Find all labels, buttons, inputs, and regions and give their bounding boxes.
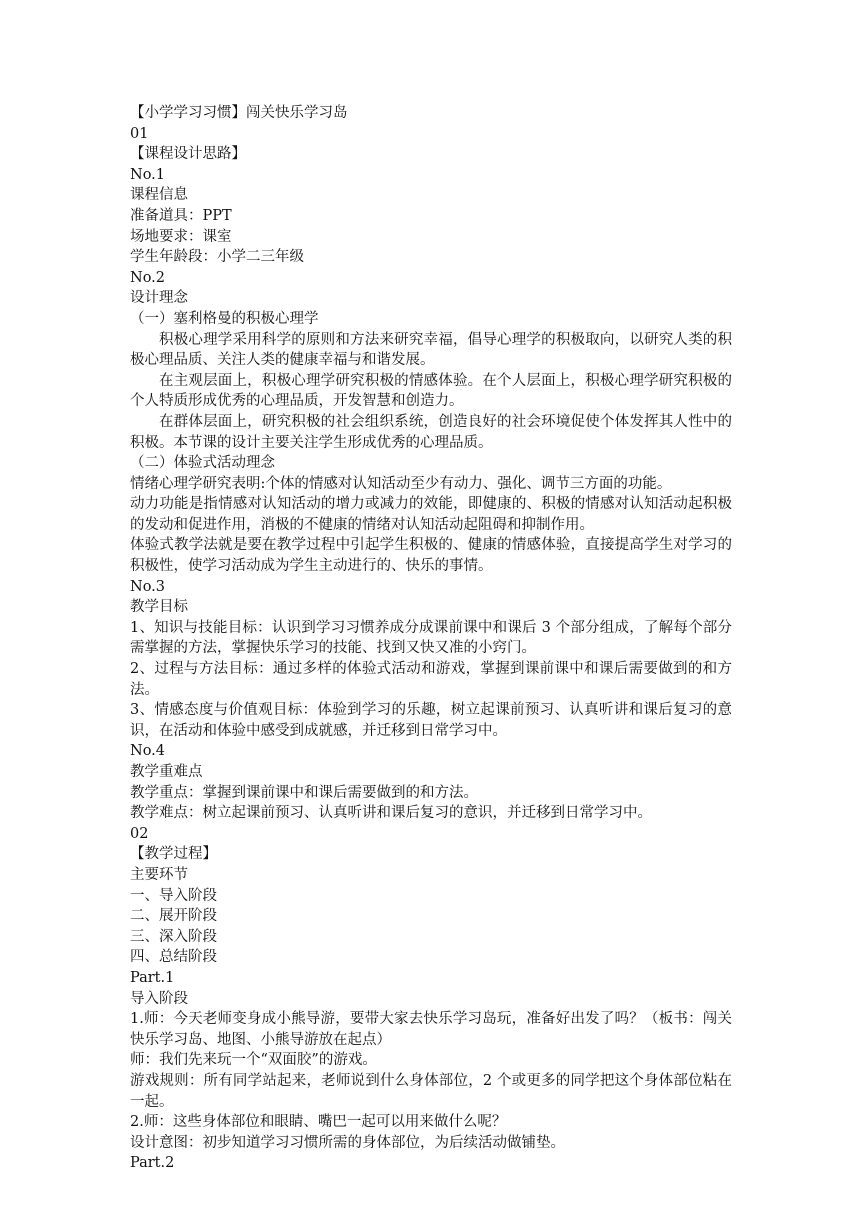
info-venue: 场地要求：课室 [130, 228, 232, 245]
design-intent: 设计意图：初步知道学习习惯所需的身体部位，为后续活动做铺垫。 [130, 1134, 565, 1151]
paragraph: 体验式教学法就是要在教学过程中引起学生积极的、健康的情感体验，直接提高学生对学习的积极性，使学习活动成为学生主动进行的、快乐的事情。 [130, 537, 732, 575]
goal-item: 2、过程与方法目标：通过多样的体验式活动和游戏，掌握到课前课中和课后需要做到的和方法。 [130, 661, 732, 698]
part-number: No.4 [130, 743, 165, 760]
stage-item: 三、深入阶段 [130, 928, 217, 945]
part-number: No.1 [130, 166, 165, 183]
info-grade: 学生年龄段：小学二三年级 [130, 249, 304, 266]
paragraph: 积极心理学采用科学的原则和方法来研究幸福，倡导心理学的积极取向，以研究人类的积极心理品质、关注人类的健康幸福与和谐发展。 [130, 331, 732, 369]
paragraph: 情绪心理学研究表明:个体的情感对认知活动至少有动力、强化、调节三方面的功能。 [130, 475, 672, 492]
part-number: Part.1 [130, 969, 175, 986]
process-step: 1.师：今天老师变身成小熊导游，要带大家去快乐学习岛玩，准备好出发了吗？（板书：闯关快乐学习岛、地图、小熊导游放在起点） [130, 1011, 732, 1048]
document-page [130, 103, 732, 1174]
section-heading: 【教学过程】 [130, 846, 217, 863]
process-step: 游戏规则：所有同学站起来，老师说到什么身体部位，2 个或更多的同学把这个身体部位粘在一起。 [130, 1072, 732, 1110]
paragraph: 在主观层面上，积极心理学研究积极的情感体验。在个人层面上，积极心理学研究积极的个人特质形成优秀的心理品质，开发智慧和创造力。 [130, 372, 732, 410]
goal-item: 1、知识与技能目标：认识到学习习惯养成分成课前课中和课后 3 个部分组成，了解每个部分需掌握的方法，掌握快乐学习的技能、找到又快又准的小窍门。 [130, 619, 732, 657]
part-label: 导入阶段 [130, 990, 188, 1007]
part-label: 教学重难点 [130, 764, 203, 780]
part-number: Part.2 [130, 1155, 175, 1172]
paragraph: 动力功能是指情感对认知活动的增力或减力的效能，即健康的、积极的情感对认知活动起积极的发动和促进作用，消极的不健康的情绪对认知活动起阻碍和抑制作用。 [130, 496, 732, 533]
section-number: 02 [130, 825, 149, 842]
paragraph: 在群体层面上，研究积极的社会组织系统，创造良好的社会环境促使个体发挥其人性中的积极。本节课的设计主要关注学生形成优秀的心理品质。 [130, 413, 732, 451]
stage-item: 四、总结阶段 [130, 949, 217, 966]
stage-item: 二、展开阶段 [130, 908, 217, 925]
part-label: 设计理念 [130, 290, 188, 307]
teaching-difficulty: 教学难点：树立起课前预习、认真听讲和课后复习的意识，并迁移到日常学习中。 [130, 805, 652, 822]
part-label: 课程信息 [130, 187, 188, 204]
subheading: （一）塞利格曼的积极心理学 [130, 310, 319, 327]
stage-item: 一、导入阶段 [130, 887, 217, 904]
subheading: （二）体验式活动理念 [130, 455, 275, 472]
part-number: No.3 [130, 578, 165, 595]
document-title: 【小学学习习惯】闯关快乐学习岛 [130, 105, 348, 121]
process-step: 师：我们先来玩一个“双面胶”的游戏。 [130, 1052, 377, 1069]
section-number: 01 [130, 125, 149, 142]
part-label: 主要环节 [130, 866, 188, 883]
process-step: 2.师：这些身体部位和眼睛、嘴巴一起可以用来做什么呢？ [130, 1114, 507, 1131]
info-props: 准备道具：PPT [130, 207, 232, 224]
section-heading: 【课程设计思路】 [130, 146, 246, 163]
teaching-key-point: 教学重点：掌握到课前课中和课后需要做到的和方法。 [130, 784, 478, 801]
goal-item: 3、情感态度与价值观目标：体验到学习的乐趣，树立起课前预习、认真听讲和课后复习的意识，在活动和体验中感受到成就感，并迁移到日常学习中。 [130, 702, 732, 739]
part-label: 教学目标 [130, 599, 188, 616]
part-number: No.2 [130, 269, 165, 286]
